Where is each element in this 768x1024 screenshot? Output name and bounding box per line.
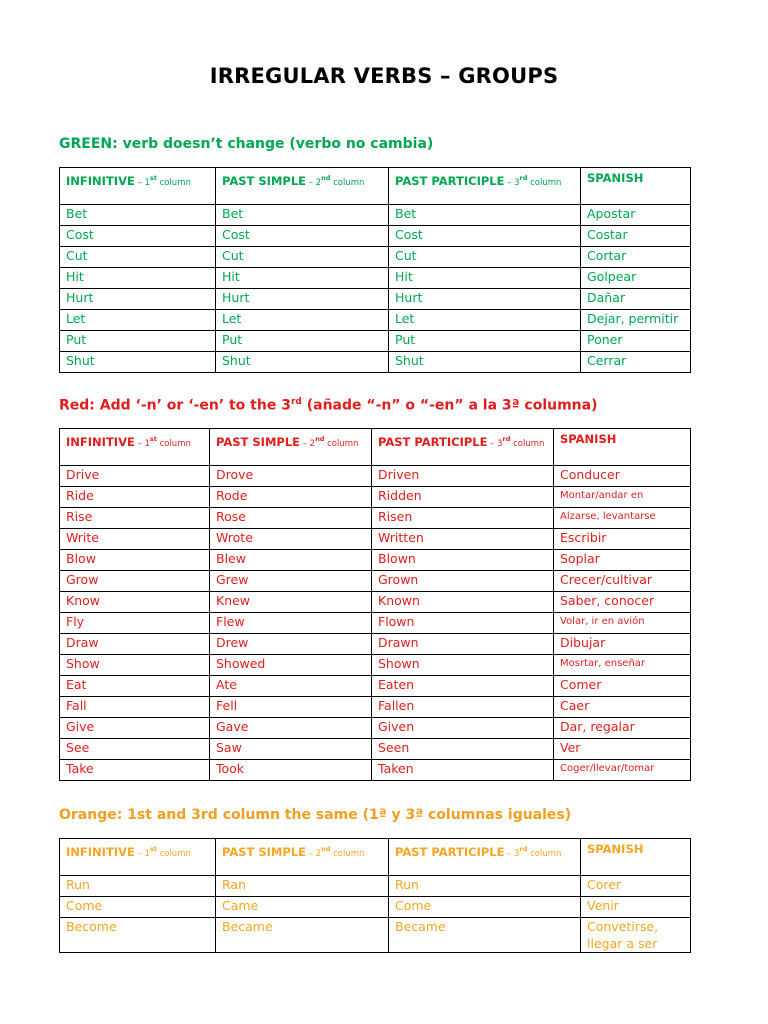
table-cell: Draw	[60, 634, 210, 655]
column-header-main: PAST SIMPLE	[222, 844, 307, 859]
table-cell: Bet	[216, 205, 389, 226]
table-cell: Golpear	[581, 268, 691, 289]
column-header	[216, 168, 389, 205]
table-cell: Cost	[389, 226, 581, 247]
table-row	[60, 289, 691, 310]
orange-section-heading: Orange: 1st and 3rd column the same (1ª y 3ª columnas iguales)	[59, 807, 572, 823]
table-cell: Costar	[581, 226, 691, 247]
table-cell: Bet	[389, 205, 581, 226]
table-cell: Convetirse, llegar a ser	[581, 918, 691, 953]
table-cell: Poner	[581, 331, 691, 352]
table-cell: Came	[216, 897, 389, 918]
column-header-sup: nd	[321, 845, 331, 853]
table-cell: Fallen	[372, 697, 554, 718]
table-cell: Know	[60, 592, 210, 613]
table-cell: Cost	[216, 226, 389, 247]
table-cell: Drive	[60, 466, 210, 487]
column-header-tail: column	[330, 848, 365, 859]
table-cell: Dar, regalar	[554, 718, 691, 739]
table-cell: Hit	[216, 268, 389, 289]
table-cell: Grew	[210, 571, 372, 592]
column-header-main: PAST SIMPLE	[222, 173, 307, 188]
table-cell: Fall	[60, 697, 210, 718]
table-cell: Cut	[60, 247, 216, 268]
table-row	[60, 592, 691, 613]
table-cell: Become	[60, 918, 216, 953]
table-cell: Dejar, permitir	[581, 310, 691, 331]
table-cell: Driven	[372, 466, 554, 487]
table-cell: Blew	[210, 550, 372, 571]
column-header-sup: rd	[519, 174, 528, 182]
red-section-heading	[59, 397, 598, 414]
table-cell: Run	[60, 876, 216, 897]
table-row	[60, 205, 691, 226]
column-header	[372, 429, 554, 466]
table-cell: Eaten	[372, 676, 554, 697]
column-header-sub: – 3	[504, 848, 520, 859]
table-row	[60, 655, 691, 676]
table-cell: Venir	[581, 897, 691, 918]
table-cell: Take	[60, 760, 210, 781]
table-cell: Escribir	[554, 529, 691, 550]
column-header	[216, 839, 389, 876]
column-header-main: PAST SIMPLE	[216, 434, 301, 449]
table-cell: Saber, conocer	[554, 592, 691, 613]
table-cell: Showed	[210, 655, 372, 676]
table-cell: Show	[60, 655, 210, 676]
column-header-main: SPANISH	[587, 171, 644, 185]
table-header-row	[60, 429, 691, 466]
column-header-main: INFINITIVE	[66, 844, 135, 859]
column-header	[554, 429, 691, 466]
table-cell: Dibujar	[554, 634, 691, 655]
column-header-sup: st	[149, 174, 157, 182]
table-row	[60, 918, 691, 953]
table-cell: Put	[216, 331, 389, 352]
column-header-main: INFINITIVE	[66, 434, 135, 449]
table-cell: Rise	[60, 508, 210, 529]
orange-verbs-table	[59, 838, 691, 953]
table-row	[60, 268, 691, 289]
table-cell: Dañar	[581, 289, 691, 310]
table-cell: Ridden	[372, 487, 554, 508]
column-header-sup: st	[149, 435, 157, 443]
column-header-sub: – 1	[134, 848, 150, 859]
column-header	[60, 429, 210, 466]
table-cell: Coger/llevar/tomar	[554, 760, 691, 781]
column-header-tail: column	[156, 848, 191, 859]
column-header-tail: column	[510, 438, 545, 449]
table-cell: Known	[372, 592, 554, 613]
column-header-sub: – 1	[134, 177, 150, 188]
table-row	[60, 331, 691, 352]
table-cell: Drove	[210, 466, 372, 487]
column-header-sup: nd	[315, 435, 325, 443]
column-header-tail: column	[330, 177, 365, 188]
table-header-row	[60, 839, 691, 876]
column-header-main: PAST PARTICIPLE	[395, 173, 505, 188]
table-cell: Drawn	[372, 634, 554, 655]
column-header-main: SPANISH	[560, 432, 617, 446]
table-cell: Run	[389, 876, 581, 897]
table-cell: Put	[389, 331, 581, 352]
table-row	[60, 676, 691, 697]
table-cell: Shut	[389, 352, 581, 373]
column-header-tail: column	[156, 177, 191, 188]
table-cell: Taken	[372, 760, 554, 781]
column-header-sub: – 2	[306, 177, 322, 188]
table-cell: Caer	[554, 697, 691, 718]
column-header-sub: – 2	[306, 848, 322, 859]
table-row	[60, 760, 691, 781]
table-row	[60, 466, 691, 487]
column-header	[60, 168, 216, 205]
table-cell: Let	[60, 310, 216, 331]
table-row	[60, 634, 691, 655]
table-row	[60, 718, 691, 739]
page-title: IRREGULAR VERBS – GROUPS	[209, 64, 559, 88]
table-row	[60, 508, 691, 529]
table-cell: Shut	[216, 352, 389, 373]
table-row	[60, 876, 691, 897]
table-cell: Blow	[60, 550, 210, 571]
table-cell: Took	[210, 760, 372, 781]
table-cell: Let	[389, 310, 581, 331]
table-cell: Bet	[60, 205, 216, 226]
table-cell: Cortar	[581, 247, 691, 268]
column-header-tail: column	[527, 848, 562, 859]
table-cell: Corer	[581, 876, 691, 897]
table-row	[60, 697, 691, 718]
table-row	[60, 529, 691, 550]
column-header-main: PAST PARTICIPLE	[395, 844, 505, 859]
table-cell: Became	[389, 918, 581, 953]
red-heading-sup: rd	[290, 397, 302, 407]
red-verbs-table	[59, 428, 691, 781]
column-header-tail: column	[527, 177, 562, 188]
table-row	[60, 226, 691, 247]
column-header	[581, 168, 691, 205]
table-row	[60, 550, 691, 571]
table-cell: Ride	[60, 487, 210, 508]
table-cell: Flown	[372, 613, 554, 634]
column-header	[581, 839, 691, 876]
table-cell: Crecer/cultivar	[554, 571, 691, 592]
column-header-sup: st	[149, 845, 157, 853]
table-cell: Rose	[210, 508, 372, 529]
table-row	[60, 897, 691, 918]
table-cell: Grown	[372, 571, 554, 592]
column-header-sub: – 1	[134, 438, 150, 449]
table-cell: Grow	[60, 571, 210, 592]
table-cell: Soplar	[554, 550, 691, 571]
column-header-sub: – 2	[300, 438, 316, 449]
table-cell: Mosrtar, enseñar	[554, 655, 691, 676]
column-header-sub: – 3	[487, 438, 503, 449]
table-cell: Rode	[210, 487, 372, 508]
table-cell: Come	[389, 897, 581, 918]
column-header	[389, 839, 581, 876]
table-cell: Come	[60, 897, 216, 918]
table-cell: Write	[60, 529, 210, 550]
table-row	[60, 487, 691, 508]
table-row	[60, 352, 691, 373]
table-cell: Drew	[210, 634, 372, 655]
table-cell: Hurt	[216, 289, 389, 310]
column-header	[389, 168, 581, 205]
table-cell: Give	[60, 718, 210, 739]
table-cell: Given	[372, 718, 554, 739]
table-row	[60, 310, 691, 331]
table-cell: Cost	[60, 226, 216, 247]
table-cell: Blown	[372, 550, 554, 571]
table-cell: Hurt	[60, 289, 216, 310]
table-cell: Wrote	[210, 529, 372, 550]
column-header-tail: column	[324, 438, 359, 449]
table-cell: Let	[216, 310, 389, 331]
column-header	[60, 839, 216, 876]
table-header-row	[60, 168, 691, 205]
table-row	[60, 247, 691, 268]
table-cell: Hurt	[389, 289, 581, 310]
table-cell: Cerrar	[581, 352, 691, 373]
table-cell: Shown	[372, 655, 554, 676]
column-header-main: SPANISH	[587, 842, 644, 856]
table-cell: Put	[60, 331, 216, 352]
table-cell: Conducer	[554, 466, 691, 487]
table-row	[60, 571, 691, 592]
table-cell: Alzarse, levantarse	[554, 508, 691, 529]
table-cell: Gave	[210, 718, 372, 739]
table-cell: Saw	[210, 739, 372, 760]
table-cell: Fell	[210, 697, 372, 718]
table-row	[60, 613, 691, 634]
red-heading-part-b: (añade “-n” o “-en” a la 3ª columna)	[301, 397, 598, 414]
column-header-main: INFINITIVE	[66, 173, 135, 188]
table-cell: Cut	[389, 247, 581, 268]
column-header	[210, 429, 372, 466]
table-row	[60, 739, 691, 760]
column-header-tail: column	[156, 438, 191, 449]
column-header-main: PAST PARTICIPLE	[378, 434, 488, 449]
green-verbs-table	[59, 167, 691, 373]
table-cell: Became	[216, 918, 389, 953]
table-cell: Comer	[554, 676, 691, 697]
column-header-sup: rd	[502, 435, 511, 443]
table-cell: Montar/andar en	[554, 487, 691, 508]
table-cell: Knew	[210, 592, 372, 613]
table-cell: Flew	[210, 613, 372, 634]
table-cell: Hit	[60, 268, 216, 289]
red-heading-part-a: Red: Add ‘-n’ or ‘-en’ to the 3	[59, 397, 291, 414]
table-cell: Written	[372, 529, 554, 550]
table-cell: Hit	[389, 268, 581, 289]
table-cell: See	[60, 739, 210, 760]
green-section-heading: GREEN: verb doesn’t change (verbo no cambia)	[59, 136, 434, 152]
table-cell: Fly	[60, 613, 210, 634]
column-header-sup: rd	[519, 845, 528, 853]
table-cell: Volar, ir en avión	[554, 613, 691, 634]
table-cell: Cut	[216, 247, 389, 268]
column-header-sup: nd	[321, 174, 331, 182]
table-cell: Ran	[216, 876, 389, 897]
table-cell: Risen	[372, 508, 554, 529]
table-cell: Ate	[210, 676, 372, 697]
table-cell: Ver	[554, 739, 691, 760]
table-cell: Apostar	[581, 205, 691, 226]
table-cell: Eat	[60, 676, 210, 697]
column-header-sub: – 3	[504, 177, 520, 188]
table-cell: Shut	[60, 352, 216, 373]
table-cell: Seen	[372, 739, 554, 760]
